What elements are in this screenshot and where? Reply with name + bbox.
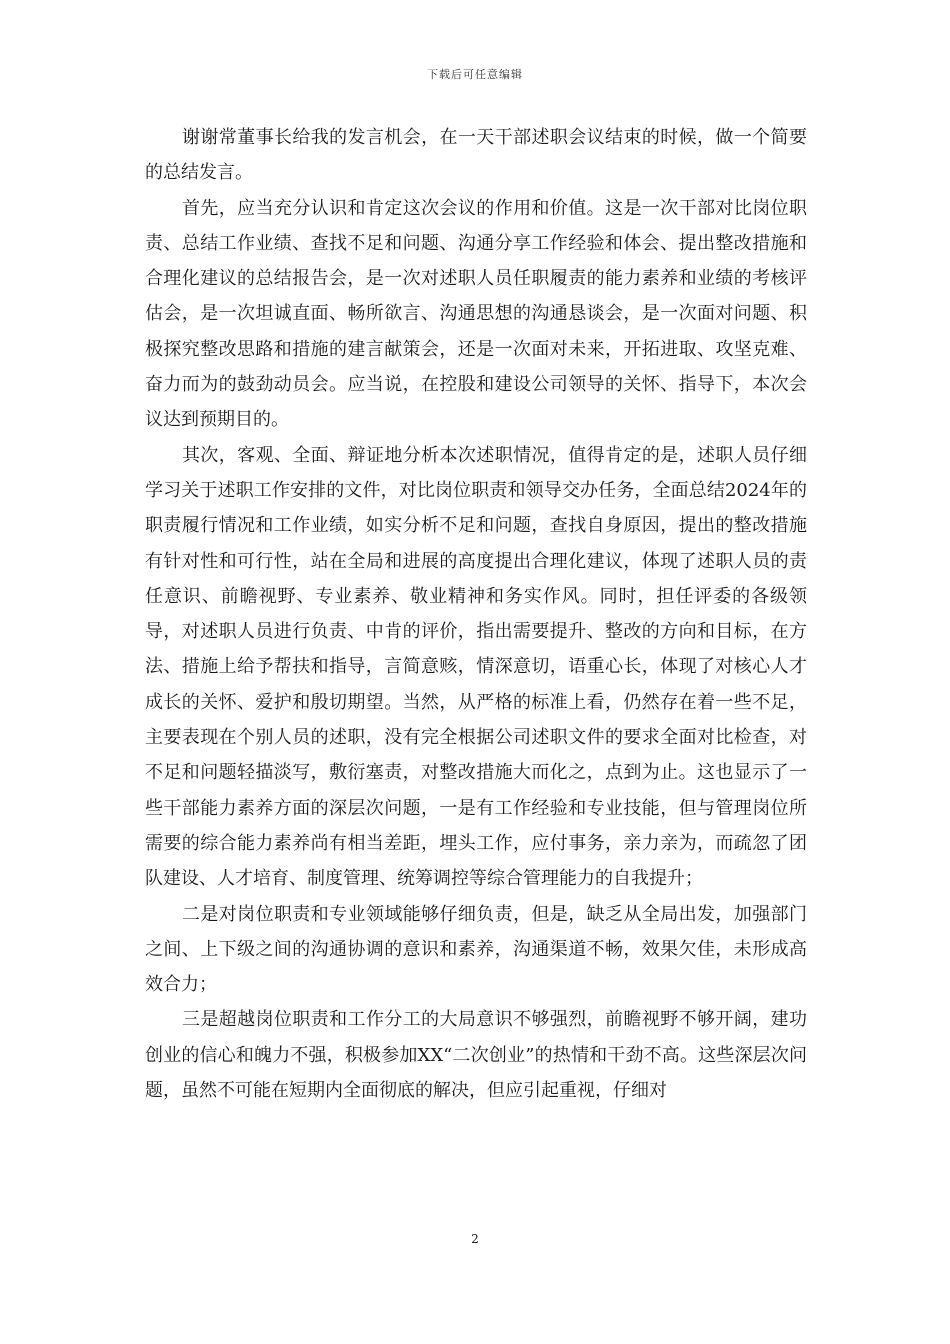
paragraph-5: 三是超越岗位职责和工作分工的大局意识不够强烈，前瞻视野不够开阔，建功创业的信心和魄力不强，积极参加XX“二次创业”的热情和干劲不高。这些深层次问题，虽然不可能在短期内全面彻底的解决，但应引起重视，仔细对: [145, 1009, 807, 1102]
paragraph-1: 谢谢常董事长给我的发言机会，在一天干部述职会议结束的时候，做一个简要的总结发言。: [145, 127, 807, 184]
document-body: [145, 120, 807, 1108]
paragraph-3: 其次，客观、全面、辩证地分析本次述职情况，值得肯定的是，述职人员仔细学习关于述职工作安排的文件，对比岗位职责和领导交办任务，全面总结2024年的职责履行情况和工作业绩，如实分析不足和问题，查找自身原因，提出的整改措施有针对性和可行性，站在全局和进展的高度提出合理化建议，体现了述职人员的责任意识、前瞻视野、专业素养、敬业精神和务实作风。同时，担任评委的各级领导，对述职人员进行负责、中肯的评价，指出需要提升、整改的方向和目标，在方法、措施上给予帮扶和指导，言简意赅，情深意切，语重心长，体现了对核心人才成长的关怀、爱护和殷切期望。当然，从严格的标准上看，仍然存在着一些不足，主要表现在个别人员的述职，没有完全根据公司述职文件的要求全面对比检查，对不足和问题轻描淡写，敷衍塞责，对整改措施大而化之，点到为止。这也显示了一些干部能力素养方面的深层次问题，一是有工作经验和专业技能，但与管理岗位所需要的综合能力素养尚有相当差距，埋头工作，应付事务，亲力亲为，而疏忽了团队建设、人才培育、制度管理、统筹调控等综合管理能力的自我提升；: [145, 444, 807, 890]
paragraph-4: 二是对岗位职责和专业领域能够仔细负责，但是，缺乏从全局出发，加强部门之间、上下级之间的沟通协调的意识和素养，沟通渠道不畅，效果欠佳，未形成高效合力；: [145, 903, 807, 996]
page-number: 2: [471, 1232, 479, 1246]
page-header: 下载后可任意编辑: [427, 68, 523, 81]
paragraph-2: 首先，应当充分认识和肯定这次会议的作用和价值。这是一次干部对比岗位职责、总结工作业绩、查找不足和问题、沟通分享工作经验和体会、提出整改措施和合理化建议的总结报告会，是一次对述职人员任职履责的能力素养和业绩的考核评估会，是一次坦诚直面、畅所欲言、沟通思想的沟通恳谈会，是一次面对问题、积极探究整改思路和措施的建言献策会，还是一次面对未来，开拓进取、攻坚克难、奋力而为的鼓劲动员会。应当说，在控股和建设公司领导的关怀、指导下，本次会议达到预期目的。: [145, 197, 807, 431]
